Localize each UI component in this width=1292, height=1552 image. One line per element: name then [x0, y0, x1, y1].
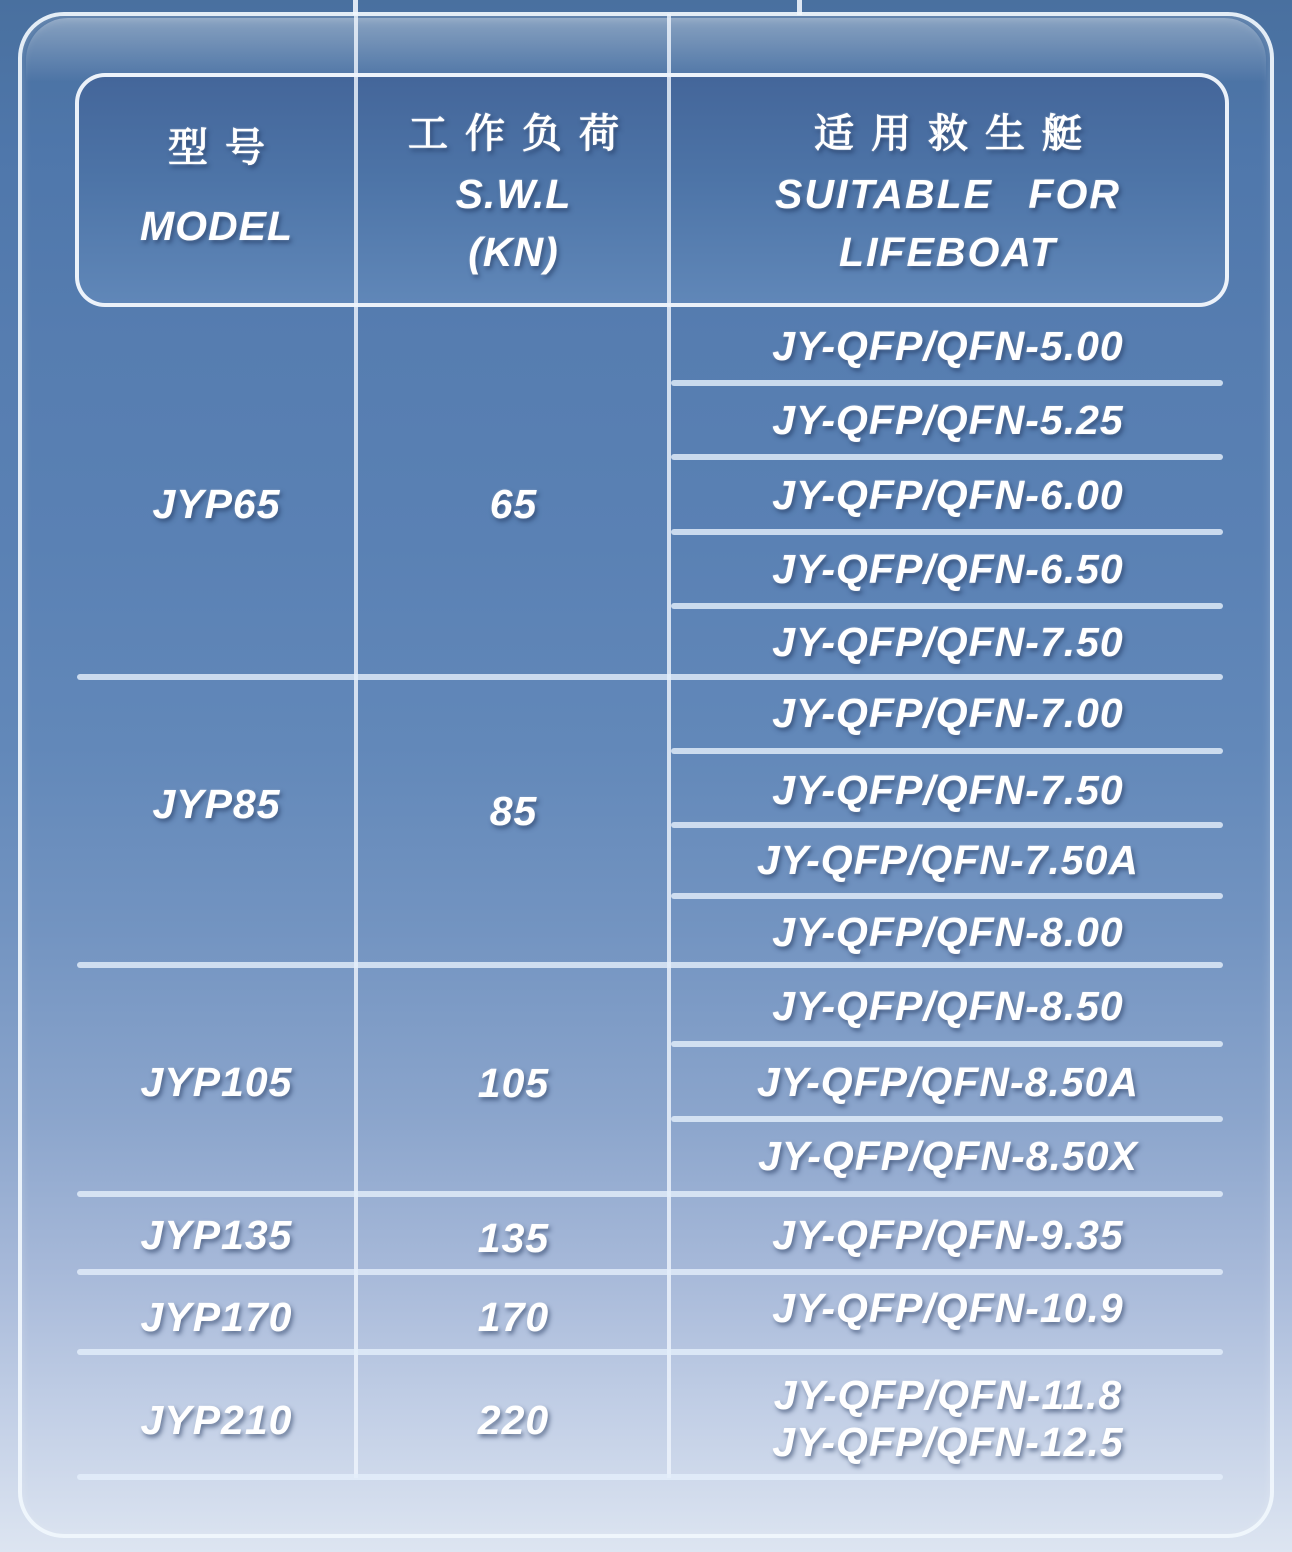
- header-model-zh: 型号: [168, 126, 282, 170]
- header-boat-zh: 适用救生艇: [814, 112, 1099, 156]
- swl-cell: 65: [489, 481, 538, 527]
- swl-cell: 85: [489, 788, 538, 834]
- boat-cell: JY-QFP/QFN-7.50A: [756, 837, 1140, 883]
- boat-cell: JY-QFP/QFN-8.50: [772, 983, 1124, 1029]
- model-cell: JYP105: [140, 1059, 293, 1105]
- boat-cell: JY-QFP/QFN-8.50X: [758, 1133, 1138, 1179]
- row-divider: [671, 893, 1223, 899]
- boat-cell: JY-QFP/QFN-8.00: [772, 909, 1124, 955]
- boat-cell: JY-QFP/QFN-7.50: [772, 767, 1124, 813]
- boat-cell: JY-QFP/QFN-7.00: [772, 690, 1124, 736]
- model-cell: JYP135: [140, 1212, 293, 1258]
- header-swl-en: S.W.L: [455, 171, 572, 217]
- boat-cell: JY-QFP/QFN-6.00: [772, 472, 1124, 518]
- row-divider: [671, 1116, 1223, 1122]
- boat-cell: JY-QFP/QFN-10.9: [772, 1285, 1124, 1331]
- header-swl-zh: 工作负荷: [408, 112, 636, 156]
- row-divider: [671, 748, 1223, 754]
- header-boat-en2: LIFEBOAT: [839, 229, 1057, 275]
- header-swl-unit: (KN): [468, 229, 559, 275]
- swl-cell: 105: [477, 1060, 550, 1106]
- row-divider: [671, 1041, 1223, 1047]
- swl-cell: 170: [477, 1294, 550, 1340]
- group-divider: [77, 674, 1223, 680]
- boat-cell: JY-QFP/QFN-9.35: [772, 1212, 1124, 1258]
- model-cell: JYP170: [140, 1294, 293, 1340]
- group-divider: [77, 1191, 1223, 1197]
- model-cell: JYP210: [140, 1397, 293, 1443]
- bottom-divider: [77, 1474, 1223, 1480]
- boat-cell: JY-QFP/QFN-6.50: [772, 546, 1124, 592]
- group-divider: [77, 962, 1223, 968]
- boat-line: JY-QFP/QFN-12.5: [772, 1419, 1124, 1465]
- boat-cell: JY-QFP/QFN-8.50A: [756, 1059, 1140, 1105]
- boat-cell: JY-QFP/QFN-5.00: [772, 323, 1124, 369]
- model-cell: JYP65: [152, 481, 281, 527]
- row-divider: [671, 380, 1223, 386]
- group-divider: [77, 1349, 1223, 1355]
- swl-cell: 220: [477, 1397, 550, 1443]
- row-divider: [671, 603, 1223, 609]
- boat-line: JY-QFP/QFN-11.8: [773, 1372, 1123, 1418]
- boat-cell-multiline: [669, 1372, 1227, 1468]
- row-divider: [671, 454, 1223, 460]
- swl-cell: 135: [477, 1215, 550, 1261]
- row-divider: [671, 822, 1223, 828]
- header-boat-en1: SUITABLE FOR: [775, 171, 1121, 217]
- model-cell: JYP85: [152, 781, 281, 827]
- group-divider: [77, 1269, 1223, 1275]
- boat-cell: JY-QFP/QFN-7.50: [772, 619, 1124, 665]
- boat-cell: JY-QFP/QFN-5.25: [772, 397, 1124, 443]
- row-divider: [671, 529, 1223, 535]
- header-model-en: MODEL: [139, 203, 294, 249]
